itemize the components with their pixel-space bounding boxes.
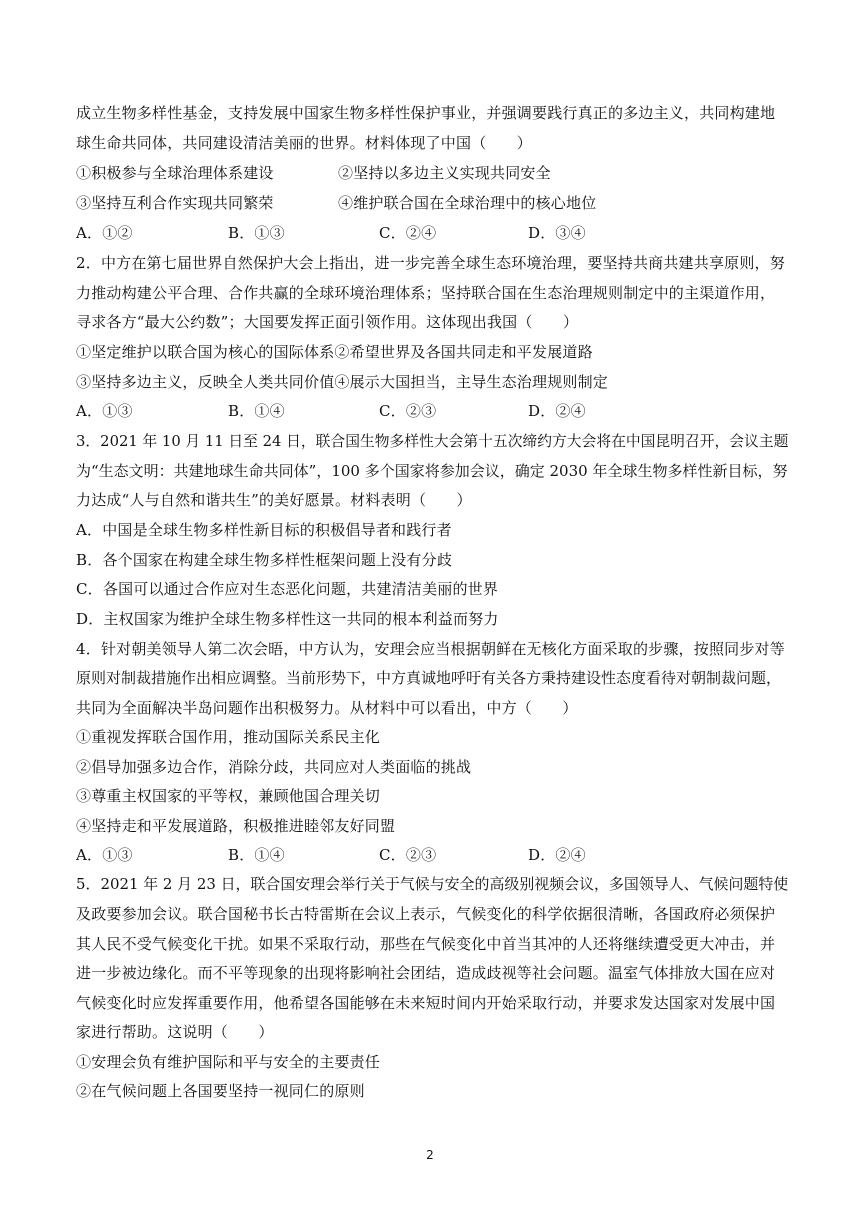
q4-stem-line-1: 4．针对朝美领导人第二次会晤，中方认为，安理会应当根据朝鲜在无核化方面采取的步骤，按照同步对等 xyxy=(76,640,785,658)
q1-stem-line-2: 球生命共同体，共同建设清洁美丽的世界。材料体现了中国（ ） xyxy=(76,134,533,152)
q3-stem-line-3: 力达成“人与自然和谐共生”的美好愿景。材料表明（ ） xyxy=(76,491,472,509)
q4-stem-line-2: 原则对制裁措施作出相应调整。当前形势下，中方真诚地呼吁有关各方秉持建设性态度看待对朝制裁问题， xyxy=(76,669,782,687)
q3-option-b: B．各个国家在构建全球生物多样性框架问题上没有分歧 xyxy=(76,551,453,569)
page-number: 2 xyxy=(426,1148,434,1162)
q5-stem-line-6: 家进行帮助。这说明（ ） xyxy=(76,1023,274,1041)
q2-choice-c: C．②③ xyxy=(379,402,437,420)
q1-statement-3: ③坚持互利合作实现共同繁荣 xyxy=(76,194,274,212)
q2-choice-b: B．①④ xyxy=(228,402,285,420)
q2-stem-line-1: 2．中方在第七届世界自然保护大会上指出，进一步完善全球生态环境治理，要坚持共商共建共享原则，努 xyxy=(76,254,785,272)
q1-statement-4: ④维护联合国在全球治理中的核心地位 xyxy=(338,194,597,212)
q1-stem-line-1: 成立生物多样性基金，支持发展中国家生物多样性保护事业，并强调要践行真正的多边主义，共同构建地 xyxy=(76,104,776,122)
q4-choice-d: D．②④ xyxy=(528,846,586,864)
q1-choice-a: A．①② xyxy=(76,224,133,242)
q3-option-d: D．主权国家为维护全球生物多样性这一共同的根本利益而努力 xyxy=(76,610,499,628)
q3-stem-line-1: 3．2021 年 10 月 11 日至 24 日，联合国生物多样性大会第十五次缔约方大会将在中国昆明召开，会议主题 xyxy=(76,432,789,450)
q3-option-a: A．中国是全球生物多样性新目标的积极倡导者和践行者 xyxy=(76,521,452,539)
q5-stem-line-4: 进一步被边缘化。而不平等现象的出现将影响社会团结，造成歧视等社会问题。温室气体排放大国在应对 xyxy=(76,964,776,982)
q1-choice-c: C．②④ xyxy=(379,224,437,242)
q4-choice-c: C．②③ xyxy=(379,846,437,864)
q5-stem-line-5: 气候变化时应发挥重要作用，他希望各国能够在未来短时间内开始采取行动，并要求发达国家对发展中国 xyxy=(76,994,776,1012)
q5-stem-line-2: 及政要参加会议。联合国秘书长古特雷斯在会议上表示，气候变化的科学依据很清晰，各国政府必须保护 xyxy=(76,905,776,923)
q1-statement-2: ②坚持以多边主义实现共同安全 xyxy=(338,164,551,182)
q4-statement-2: ②倡导加强多边合作，消除分歧，共同应对人类面临的挑战 xyxy=(76,758,472,776)
q1-choice-b: B．①③ xyxy=(228,224,285,242)
q1-statement-1: ①积极参与全球治理体系建设 xyxy=(76,164,274,182)
q4-statement-3: ③尊重主权国家的平等权，兼顾他国合理关切 xyxy=(76,787,381,805)
q4-statement-4: ④坚持走和平发展道路，积极推进睦邻友好同盟 xyxy=(76,817,396,835)
q4-stem-line-3: 共同为全面解决半岛问题作出积极努力。从材料中可以看出，中方（ ） xyxy=(76,699,578,717)
q2-stem-line-2: 力推动构建公平合理、合作共赢的全球环境治理体系；坚持联合国在生态治理规则制定中的主渠道作用， xyxy=(76,284,776,302)
q4-choice-b: B．①④ xyxy=(228,846,285,864)
q5-statement-2: ②在气候问题上各国要坚持一视同仁的原则 xyxy=(76,1082,365,1100)
q4-statement-1: ①重视发挥联合国作用，推动国际关系民主化 xyxy=(76,728,381,746)
q2-statement-line-1: ①坚定维护以联合国为核心的国际体系②希望世界及各国共同走和平发展道路 xyxy=(76,343,593,361)
q4-choice-a: A．①③ xyxy=(76,846,133,864)
q2-statement-line-2: ③坚持多边主义，反映全人类共同价值④展示大国担当，主导生态治理规则制定 xyxy=(76,373,609,391)
q5-stem-line-3: 其人民不受气候变化干扰。如果不采取行动，那些在气候变化中首当其冲的人还将继续遭受更大冲击，并 xyxy=(76,935,776,953)
q2-choice-d: D．②④ xyxy=(528,402,586,420)
q5-statement-1: ①安理会负有维护国际和平与安全的主要责任 xyxy=(76,1053,381,1071)
q2-stem-line-3: 寻求各方“最大公约数”；大国要发挥正面引领作用。这体现出我国（ ） xyxy=(76,313,579,331)
q1-choice-d: D．③④ xyxy=(528,224,586,242)
q3-option-c: C．各国可以通过合作应对生态恶化问题，共建清洁美丽的世界 xyxy=(76,580,499,598)
q3-stem-line-2: 为“生态文明：共建地球生命共同体”，100 多个国家将参加会议，确定 2030 年全球生物多样性新目标，努 xyxy=(76,462,788,480)
q5-stem-line-1: 5．2021 年 2 月 23 日，联合国安理会举行关于气候与安全的高级别视频会议，多国领导人、气候问题特使 xyxy=(76,875,789,893)
q2-choice-a: A．①③ xyxy=(76,402,133,420)
